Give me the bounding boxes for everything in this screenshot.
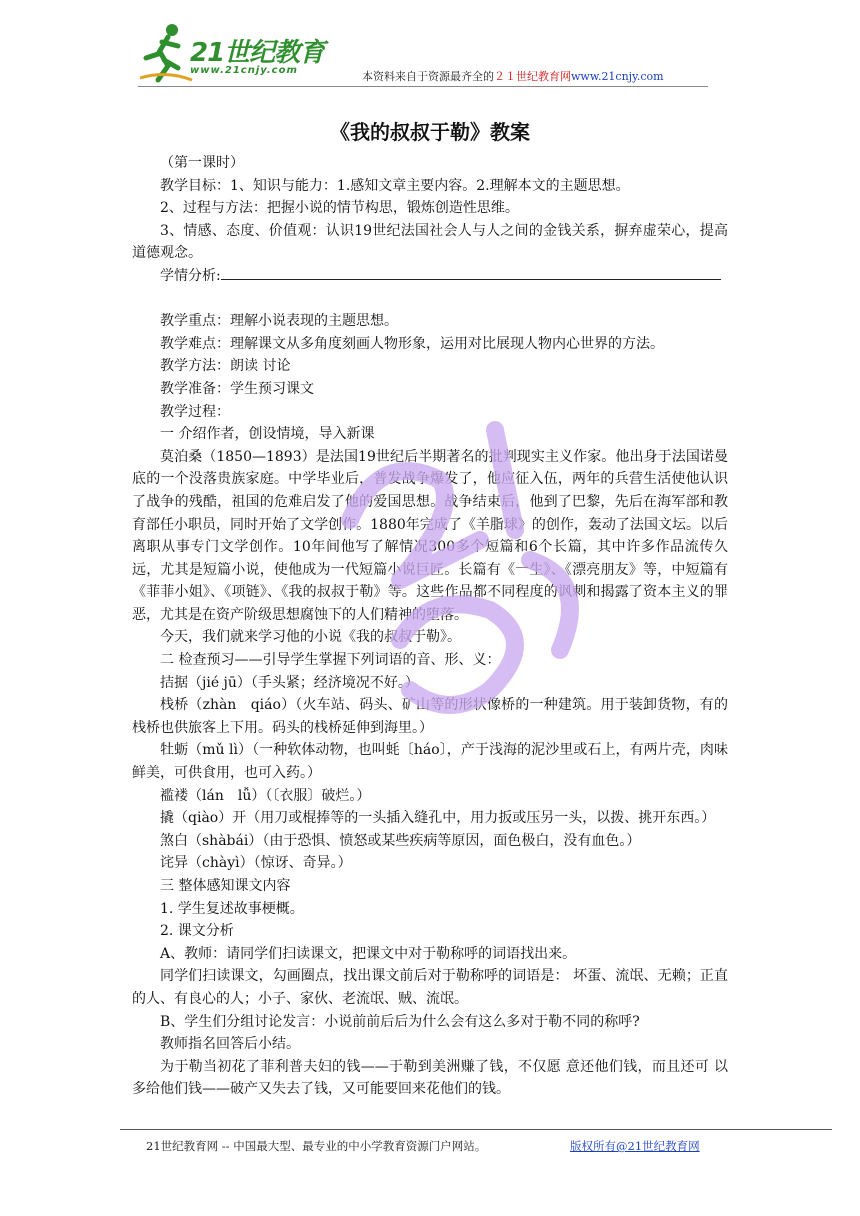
document-title: 《我的叔叔于勒》教案 [330, 120, 530, 144]
section-heading: 二 检查预习——引导学生掌握下列词语的音、形、义： [160, 652, 501, 669]
header-divider [138, 86, 708, 87]
footer-text: 21世纪教育网 -- 中国最大型、最专业的中小学教育资源门户网站。 [146, 1139, 487, 1153]
paragraph: 2、过程与方法：把握小说的情节构思，锻炼创造性思维。 [160, 200, 519, 217]
vocab-item: 栈桥（zhàn qiáo）（火车站、码头、矿山等的形状像桥的一种建筑。用于装卸货物，有的栈桥也供旅客上下用。码头的栈桥延伸到海里。） [132, 697, 728, 736]
paragraph: （第一课时） [160, 155, 244, 171]
vocab-item: 褴褛（lán lǚ）（〔衣服〕破烂。） [160, 787, 371, 804]
paragraph: 1. 学生复述故事梗概。 [160, 900, 304, 917]
paragraph: 2. 课文分析 [160, 923, 234, 940]
paragraph: 为于勒当初花了菲利普夫妇的钱——于勒到美洲赚了钱，不仅愿 意还他们钱，而且还可 以多给他们钱——破产又失去了钱，又可能要回来花他们的钱。 [132, 1058, 728, 1098]
paragraph: 教学过程： [160, 403, 230, 420]
paragraph: 今天，我们就来学习他的小说《我的叔叔于勒》。 [160, 629, 461, 646]
fill-in-blank-line [221, 265, 721, 280]
section-heading: 一 介绍作者，创设情境，导入新课 [160, 426, 375, 443]
header-note [362, 68, 664, 84]
section-heading: 三 整体感知课文内容 [160, 878, 291, 894]
header-note-prefix: 本资料来自于资源最齐全的 [362, 70, 494, 83]
paragraph: 教学难点：理解课文从多角度刻画人物形象，运用对比展现人物内心世界的方法。 [160, 335, 664, 352]
footer-copyright-link[interactable]: 版权所有@21世纪教育网 [570, 1139, 700, 1153]
paragraph: A、教师：请同学们扫读课文，把课文中对于勒称呼的词语找出来。 [160, 945, 577, 962]
paragraph: 3、情感、态度、价值观：认识19世纪法国社会人与人之间的金钱关系，摒弃虚荣心，提高道德观念。 [132, 222, 728, 262]
learning-analysis-line [132, 265, 728, 288]
paragraph: B、学生们分组讨论发言：小说前前后后为什么会有这么多对于勒不同的称呼? [160, 1013, 640, 1030]
vocab-item: 拮据（jié jū）（手头紧；经济境况不好。） [160, 674, 419, 691]
paragraph: 教学目标：1、知识与能力：1.感知文章主要内容。2.理解本文的主题思想。 [160, 177, 630, 194]
vocab-item: 诧异（chàyì）（惊讶、奇异。） [160, 855, 352, 872]
site-logo[interactable] [138, 22, 338, 84]
header-site-link[interactable]: ２１世纪教育网 [494, 70, 571, 83]
runner-logo-icon [138, 22, 194, 84]
vocab-item: 牡蛎（mǔ lì）（一种软体动物，也叫蚝〔háo〕，产于浅海的泥沙里或石上，有两片壳，肉味鲜美，可供食用，也可入药。） [132, 742, 728, 782]
page-header [0, 0, 860, 100]
vocab-item: 煞白（shàbái）（由于恐惧、愤怒或某些疾病等原因，面色极白，没有血色。） [160, 832, 641, 849]
learning-analysis-label: 学情分析: [160, 267, 221, 284]
vocab-item: 撬（qiào）开（用刀或棍捧等的一头插入缝孔中，用力扳或压另一头，以拨、挑开东西。） [160, 810, 716, 827]
header-url-link[interactable]: www.21cnjy.com [571, 70, 664, 83]
paragraph: 教学准备：学生预习课文 [160, 380, 314, 397]
footer-divider [120, 1129, 832, 1130]
paragraph: 莫泊桑（1850—1893）是法国19世纪后半期著名的批判现实主义作家。他出身于法国诺曼底的一个没落贵族家庭。中学毕业后，普发战争爆发了，他应征入伍，两年的兵营生活使他认识了战争的残酷，祖国的危难启发了他的爱国思想。战争结束后，他到了巴黎，先后在海军部和教育部任小职员，同时开始了文学创作。1880年完成了《羊脂球》的创作，轰动了法国文坛。以后离职从事专门文学创作。10年间他写了解情况300多个短篇和6个长篇，其中许多作品流传久远，尤其是短篇小说，使他成为一代短篇小说巨匠。长篇有《一生》、《漂亮朋友》等，中短篇有《菲菲小姐》、《项链》、《我的叔叔于勒》等。这些作品都不同程度的讽刺和揭露了资本主义的罪恶，尤其是在资产阶级思想腐蚀下的人们精神的堕落。 [132, 448, 728, 623]
logo-title: 21世纪教育 [190, 38, 325, 68]
blank-line [132, 288, 728, 311]
paragraph: 教师指名回答后小结。 [160, 1036, 300, 1053]
document-body [132, 152, 728, 1101]
paragraph: 同学们扫读课文，勾画圈点，找出课文前后对于勒称呼的词语是： 坏蛋、流氓、无赖；正直的人、有良心的人；小子、家伙、老流氓、贼、流氓。 [132, 968, 728, 1007]
paragraph: 教学重点：理解小说表现的主题思想。 [160, 313, 398, 330]
logo-url: www.21cnjy.com [190, 65, 298, 76]
paragraph: 教学方法：朗读 讨论 [160, 358, 291, 375]
